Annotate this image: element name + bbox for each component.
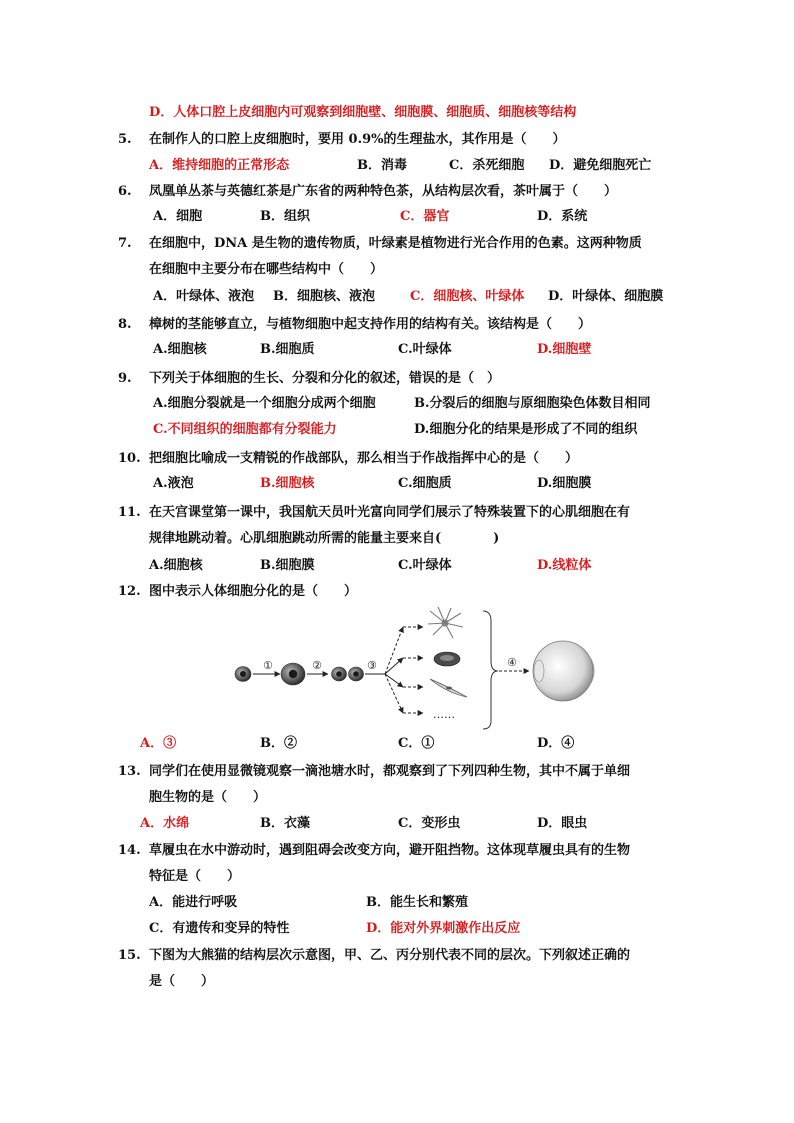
q13-number: 13.: [118, 764, 141, 779]
q9-option-b: B.分裂后的细胞与原细胞染色体数目相同: [414, 396, 651, 411]
q13-option-c: C．变形虫: [398, 816, 461, 831]
q8-option-c: C.叶绿体: [398, 342, 452, 357]
q10-option-b: B.细胞核: [260, 476, 315, 491]
q8-option-b: B.细胞质: [260, 342, 315, 357]
q15-number: 15.: [118, 948, 141, 963]
q13-option-d: D．眼虫: [537, 816, 588, 831]
q13-option-a: A．水绵: [140, 816, 190, 831]
q8-number: 8.: [118, 317, 132, 332]
q5-option-a: A．维持细胞的正常形态: [149, 158, 290, 173]
q7-stem-line1: 在细胞中，DNA 是生物的遗传物质，叶绿素是植物进行光合作用的色素。这两种物质: [149, 236, 642, 251]
q7-option-c: C．细胞核、叶绿体: [410, 289, 525, 304]
q7-stem-line2: 在细胞中主要分布在哪些结构中（ ）: [149, 262, 384, 277]
q11-stem-line1: 在天宫课堂第一课中，我国航天员叶光富向同学们展示了特殊装置下的心肌细胞在有: [149, 505, 631, 520]
q13-stem-line2: 胞生物的是（ ）: [149, 790, 267, 805]
grouping-brace: [483, 611, 498, 729]
q11-option-b: B.细胞膜: [260, 558, 315, 573]
q10-option-d: D.细胞膜: [537, 476, 592, 491]
stem-cell-icon: [235, 667, 251, 682]
q6-number: 6.: [118, 184, 132, 199]
q14-option-b: B．能生长和繁殖: [366, 895, 468, 910]
neuron-icon: [428, 607, 463, 638]
q8-option-a: A.细胞核: [153, 342, 207, 357]
q11-option-c: C.叶绿体: [398, 558, 452, 573]
q14-option-a: A．能进行呼吸: [149, 895, 238, 910]
muscle-cell-icon: [430, 679, 467, 697]
q14-number: 14.: [118, 843, 141, 858]
q5-option-b: B．消毒: [357, 158, 407, 173]
q9-option-a: A.细胞分裂就是一个细胞分成两个细胞: [153, 396, 376, 411]
q13-stem-line1: 同学们在使用显微镜观察一滴池塘水时，都观察到了下列四种生物，其中不属于单细: [149, 764, 631, 779]
q12-option-b: B．②: [260, 736, 297, 751]
q5-stem: 在制作人的口腔上皮细胞时，要用 0.9%的生理盐水，其作用是（ ）: [149, 132, 566, 147]
q4-option-d: D．人体口腔上皮细胞内可观察到细胞壁、细胞膜、细胞质、细胞核等结构: [149, 105, 577, 120]
q5-number: 5.: [118, 132, 132, 147]
q5-option-c: C．杀死细胞: [449, 158, 525, 173]
q10-option-a: A.液泡: [153, 476, 194, 491]
q7-option-a: A．叶绿体、液泡: [153, 289, 255, 304]
q8-stem: 樟树的茎能够直立，与植物细胞中起支持作用的结构有关。该结构是（ ）: [149, 317, 592, 332]
q9-number: 9.: [118, 371, 132, 386]
q7-option-b: B．细胞核、液泡: [273, 289, 375, 304]
q11-option-d: D.线粒体: [537, 558, 592, 573]
step-4-label: ④: [507, 656, 517, 669]
q15-stem-line1: 下图为大熊猫的结构层次示意图，甲、乙、丙分别代表不同的层次。下列叙述正确的: [149, 948, 631, 963]
step-1-label: ①: [263, 659, 273, 672]
q8-option-d: D.细胞壁: [537, 342, 592, 357]
q6-stem: 凤凰单丛茶与英德红茶是广东省的两种特色茶，从结构层次看，茶叶属于（ ）: [149, 184, 618, 199]
q15-stem-line2: 是（ ）: [149, 974, 215, 989]
q7-number: 7.: [118, 236, 132, 251]
q9-option-d: D.细胞分化的结果是形成了不同的组织: [414, 422, 638, 437]
q12-option-c: C．①: [398, 736, 435, 751]
q10-option-c: C.细胞质: [398, 476, 452, 491]
q6-option-b: B．组织: [260, 209, 310, 224]
q11-number: 11.: [118, 505, 141, 520]
q5-option-d: D．避免细胞死亡: [549, 158, 652, 173]
divided-cells-icon: [332, 667, 364, 681]
q6-option-c: C．器官: [400, 209, 450, 224]
step-2-label: ②: [312, 659, 322, 672]
more-cells-ellipsis: ……: [433, 708, 455, 721]
red-blood-cell-icon: [434, 652, 460, 666]
q12-number: 12.: [118, 584, 141, 599]
eye-organ-icon: [533, 641, 594, 701]
q12-option-a: A．③: [140, 736, 177, 751]
step-3-label: ③: [367, 659, 377, 672]
q11-option-a: A.细胞核: [149, 558, 203, 573]
q9-option-c: C.不同组织的细胞都有分裂能力: [153, 422, 337, 437]
q10-number: 10.: [118, 451, 141, 466]
q14-stem-line2: 特征是（ ）: [149, 869, 241, 884]
q7-option-d: D．叶绿体、细胞膜: [548, 289, 664, 304]
q14-option-d: D．能对外界刺激作出反应: [366, 921, 521, 936]
q14-option-c: C．有遗传和变异的特性: [149, 921, 290, 936]
q11-stem-line2: 规律地跳动着。心肌细胞跳动所需的能量主要来自( ): [149, 531, 500, 546]
q10-stem: 把细胞比喻成一支精锐的作战部队，那么相当于作战指挥中心的是（ ）: [149, 451, 579, 466]
q13-option-b: B．衣藻: [260, 816, 310, 831]
q14-stem-line1: 草履虫在水中游动时，遇到阻碍会改变方向，避开阻挡物。这体现草履虫具有的生物: [149, 843, 631, 858]
q6-option-d: D．系统: [537, 209, 588, 224]
q6-option-a: A．细胞: [153, 209, 203, 224]
grown-cell-icon: [281, 663, 305, 685]
differentiation-branches: [385, 627, 423, 713]
q12-option-d: D．④: [537, 736, 575, 751]
cell-differentiation-figure: [225, 605, 605, 730]
q12-stem: 图中表示人体细胞分化的是（ ）: [149, 584, 358, 599]
q9-stem: 下列关于体细胞的生长、分裂和分化的叙述，错误的是（ ）: [149, 371, 501, 386]
